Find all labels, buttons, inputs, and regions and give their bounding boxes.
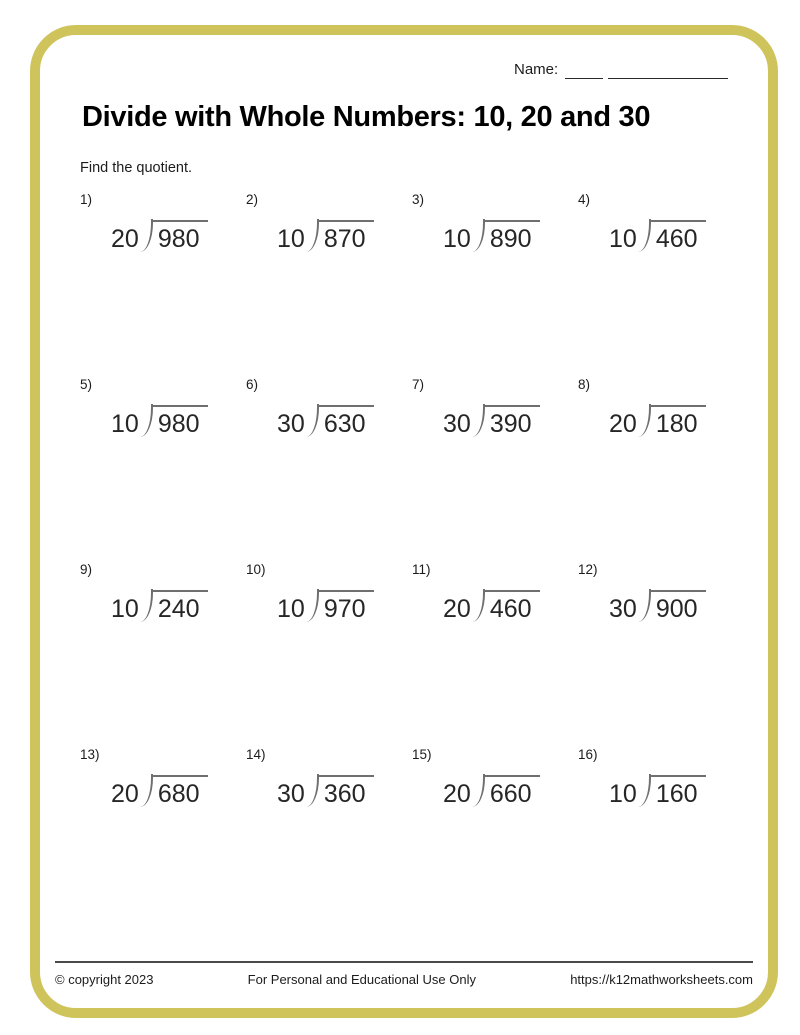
divisor: 30 <box>609 595 637 623</box>
division-bracket-icon <box>306 404 319 437</box>
divisor: 20 <box>111 780 139 808</box>
long-division-expression <box>443 589 540 622</box>
long-division-expression <box>609 404 706 437</box>
divisor: 20 <box>111 225 139 253</box>
divisor: 20 <box>443 780 471 808</box>
problem-number: 14) <box>246 747 266 762</box>
dividend: 460 <box>485 590 540 622</box>
division-bracket-icon <box>306 774 319 807</box>
dividend: 980 <box>153 220 208 252</box>
divisor: 10 <box>609 780 637 808</box>
dividend: 980 <box>153 405 208 437</box>
problem-number: 13) <box>80 747 100 762</box>
problem-number: 10) <box>246 562 266 577</box>
dividend: 630 <box>319 405 374 437</box>
divisor: 10 <box>277 225 305 253</box>
divisor: 10 <box>609 225 637 253</box>
long-division-expression <box>277 219 374 252</box>
divisor: 20 <box>443 595 471 623</box>
long-division-expression <box>111 219 208 252</box>
division-problem-16 <box>578 747 744 932</box>
dividend: 180 <box>651 405 706 437</box>
division-problem-3 <box>412 192 578 377</box>
dividend: 680 <box>153 775 208 807</box>
division-bracket-icon <box>638 404 651 437</box>
problem-number: 11) <box>412 562 431 577</box>
page-title: Divide with Whole Numbers: 10, 20 and 30 <box>82 101 651 133</box>
problem-number: 16) <box>578 747 598 762</box>
divisor: 30 <box>443 410 471 438</box>
divisor: 30 <box>277 780 305 808</box>
problems-grid <box>80 192 744 932</box>
problem-number: 2) <box>246 192 259 207</box>
problem-number: 4) <box>578 192 591 207</box>
name-line <box>514 60 728 79</box>
division-problem-1 <box>80 192 246 377</box>
problem-number: 8) <box>578 377 591 392</box>
long-division-expression <box>277 404 374 437</box>
name-blank-short <box>565 61 603 79</box>
long-division-expression <box>277 589 374 622</box>
division-bracket-icon <box>140 219 153 252</box>
long-division-expression <box>277 774 374 807</box>
division-problem-6 <box>246 377 412 562</box>
division-problem-2 <box>246 192 412 377</box>
instructions-text: Find the quotient. <box>80 160 193 176</box>
division-bracket-icon <box>638 774 651 807</box>
long-division-expression <box>111 589 208 622</box>
division-bracket-icon <box>306 589 319 622</box>
division-bracket-icon <box>140 404 153 437</box>
problem-number: 3) <box>412 192 425 207</box>
dividend: 240 <box>153 590 208 622</box>
problem-number: 1) <box>80 192 93 207</box>
problem-number: 9) <box>80 562 93 577</box>
divisor: 10 <box>111 595 139 623</box>
divisor: 10 <box>111 410 139 438</box>
long-division-expression <box>111 404 208 437</box>
division-bracket-icon <box>638 589 651 622</box>
usage-text: For Personal and Educational Use Only <box>247 972 477 987</box>
divisor: 10 <box>443 225 471 253</box>
divisor: 20 <box>609 410 637 438</box>
dividend: 970 <box>319 590 374 622</box>
division-problem-9 <box>80 562 246 747</box>
problem-number: 5) <box>80 377 93 392</box>
division-problem-14 <box>246 747 412 932</box>
division-problem-8 <box>578 377 744 562</box>
page-footer <box>55 961 753 987</box>
division-problem-10 <box>246 562 412 747</box>
division-problem-11 <box>412 562 578 747</box>
division-problem-7 <box>412 377 578 562</box>
long-division-expression <box>609 774 706 807</box>
dividend: 890 <box>485 220 540 252</box>
name-blank-long <box>608 61 728 79</box>
long-division-expression <box>111 774 208 807</box>
division-bracket-icon <box>472 774 485 807</box>
long-division-expression <box>609 219 706 252</box>
divisor: 30 <box>277 410 305 438</box>
dividend: 160 <box>651 775 706 807</box>
problem-number: 7) <box>412 377 425 392</box>
problem-number: 12) <box>578 562 598 577</box>
problem-number: 15) <box>412 747 432 762</box>
dividend: 660 <box>485 775 540 807</box>
division-problem-13 <box>80 747 246 932</box>
dividend: 360 <box>319 775 374 807</box>
dividend: 900 <box>651 590 706 622</box>
divisor: 10 <box>277 595 305 623</box>
division-bracket-icon <box>638 219 651 252</box>
division-bracket-icon <box>472 589 485 622</box>
long-division-expression <box>443 404 540 437</box>
division-problem-4 <box>578 192 744 377</box>
division-bracket-icon <box>472 404 485 437</box>
copyright-text: © copyright 2023 <box>55 972 154 987</box>
long-division-expression <box>443 774 540 807</box>
division-bracket-icon <box>306 219 319 252</box>
dividend: 460 <box>651 220 706 252</box>
division-problem-15 <box>412 747 578 932</box>
long-division-expression <box>443 219 540 252</box>
division-bracket-icon <box>140 589 153 622</box>
name-label: Name: <box>514 61 559 78</box>
long-division-expression <box>609 589 706 622</box>
dividend: 870 <box>319 220 374 252</box>
division-bracket-icon <box>140 774 153 807</box>
division-problem-5 <box>80 377 246 562</box>
dividend: 390 <box>485 405 540 437</box>
division-problem-12 <box>578 562 744 747</box>
problem-number: 6) <box>246 377 259 392</box>
website-url: https://k12mathworksheets.com <box>570 972 753 987</box>
division-bracket-icon <box>472 219 485 252</box>
